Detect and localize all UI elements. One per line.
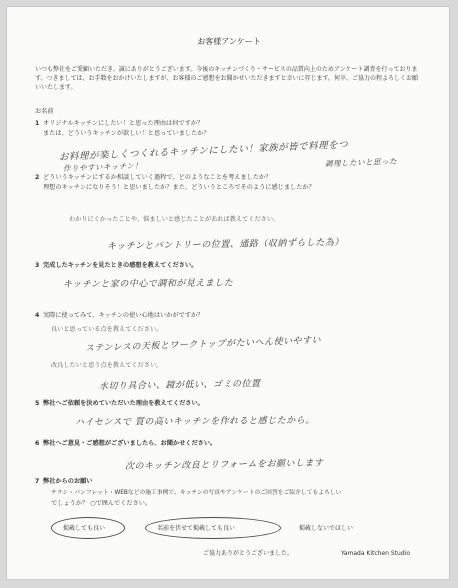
q6-text: 弊社へご意見・ご感想がございましたら、お聞かせください。 — [43, 440, 217, 447]
q4-improve-answer: 水切り具合い、鏡が低い、ゴミの位置 — [98, 379, 261, 392]
q2-answer: キッチンとパントリーの位置、通路（収納ずらした為） — [106, 237, 344, 252]
intro-text: いつも弊社をご愛顧いただき、誠にありがとうございます。今後のキッチンづくり・サービスの品質向上のためアンケート調査を行っております。つきましては、お手数をおかけいたしますが、お客様のご感想をお聞かせいただきますと幸いに存じます。何卒、ご協力の程よろしくお願いいたします。 — [35, 66, 419, 92]
q1-answer-line1: お料理が楽しくつくれるキッチンにしたい！家族が皆で料理をつ — [58, 139, 349, 163]
q5-answer: ハイセンスで 質の高いキッチンを作れると感じたから。 — [74, 415, 315, 428]
q5-number: 5 — [35, 400, 40, 407]
q6-number: 6 — [35, 440, 40, 447]
q4-good-answer: ステンレスの天板とワークトップがたいへん使いやすい — [84, 335, 322, 354]
q4-text: 実際に使ってみて、キッチンの使い心地はいかがですか？ — [43, 312, 204, 319]
q4-improve-label: 改良したいと思う点を教えてください。 — [51, 362, 163, 369]
survey-sheet — [6, 6, 450, 580]
q3-text: 完成したキッチンを見たときの感想を教えてください。 — [43, 262, 198, 269]
thanks-text: ご協力ありがとうございました。 — [203, 550, 294, 557]
q2-number: 2 — [35, 174, 40, 181]
q2-line2: 理想のキッチンになりそう！と思いましたか？また、どういうところでそのように感じましたか？ — [43, 184, 315, 191]
q1-answer-line2: 作りやすいキッチン！ — [62, 161, 143, 173]
q6-answer: 次のキッチン改良とリフォームをお願いします — [124, 458, 324, 472]
q1-line2: または、どういうキッチンが欲しい！と思っていましたか？ — [43, 130, 210, 137]
q7-number: 7 — [35, 478, 40, 485]
page-title: お客様アンケート — [197, 37, 261, 46]
name-label: お名前 — [35, 108, 54, 115]
q2-line1: どういうキッチンにするか相談していく過程で、どのようなことを考えましたか？ — [43, 174, 272, 181]
option-2[interactable]: 名前を伏せて掲載しても良い — [157, 525, 236, 532]
q1-answer-line3: 調理したいと思った — [324, 156, 398, 169]
option-3[interactable]: 掲載しないでほしい — [299, 525, 354, 532]
company-name: Yamada Kitchen Studio — [341, 550, 410, 557]
q5-text: 弊社へご依頼を決めていただいた理由を教えてください。 — [43, 400, 204, 407]
q1-line1: オリジナルキッチンにしたい！と思った理由は何ですか？ — [43, 120, 204, 127]
q2-sub: わかりにくかったことや、悩ましいと感じたことがあれば教えてください。 — [69, 216, 280, 223]
q3-number: 3 — [35, 262, 40, 269]
option-1[interactable]: 掲載しても良い — [63, 525, 106, 532]
q1-number: 1 — [35, 120, 40, 127]
q4-number: 4 — [35, 312, 40, 319]
q7-line2: でしょうか？ ○で囲んでください。 — [51, 500, 152, 507]
q7-text: 弊社からのお願い — [43, 478, 93, 485]
q7-line1: チラシ・パンフレット・WEBなどの施工事例で、キッチンの写真やアンケートのご回答をご紹介してもよろしい — [51, 490, 342, 496]
q3-answer: キッチンと家の中心で調和が見えました — [62, 278, 234, 290]
q4-good-label: 良いと思っている点を教えてください。 — [51, 326, 163, 333]
